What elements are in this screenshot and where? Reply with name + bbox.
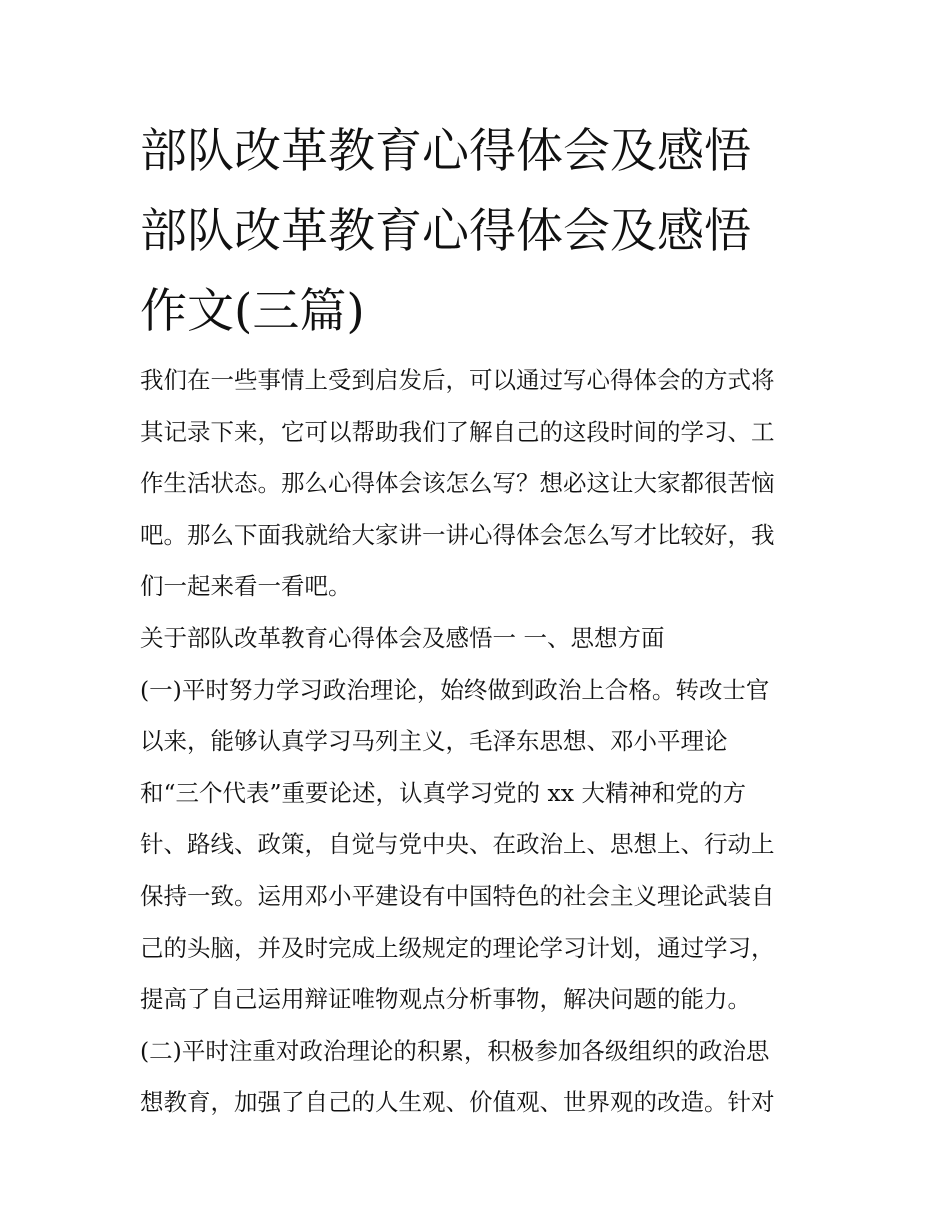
- body-line: (一)平时努力学习政治理论，始终做到政治上合格。转改士官: [140, 675, 770, 704]
- body-line: 吧。那么下面我就给大家讲一讲心得体会怎么写才比较好，我: [140, 520, 775, 549]
- title-line: 部队改革教育心得体会及感悟: [140, 204, 751, 259]
- body-line: 我们在一些事情上受到启发后，可以通过写心得体会的方式将: [140, 366, 775, 394]
- section-heading: 关于部队改革教育心得体会及感悟一 一、思想方面: [140, 623, 665, 652]
- document-title: [140, 112, 840, 352]
- body-line: (二)平时注重对政治理论的积累，积极参加各级组织的政治思: [140, 1036, 770, 1065]
- body-line: 其记录下来，它可以帮助我们了解自己的这段时间的学习、工: [140, 417, 775, 446]
- body-line: 作生活状态。那么心得体会该怎么写？想必这让大家都很苦恼: [140, 469, 775, 498]
- body-line: 和“三个代表”重要论述，认真学习党的 xx 大精神和党的方: [140, 778, 746, 807]
- body-line: 以来，能够认真学习马列主义，毛泽东思想、邓小平理论: [140, 727, 728, 756]
- document-body: [140, 355, 820, 1129]
- body-line: 保持一致。运用邓小平建设有中国特色的社会主义理论武装自: [140, 881, 775, 910]
- title-line: 部队改革教育心得体会及感悟: [140, 124, 751, 179]
- body-line: 们一起来看一看吧。: [140, 572, 352, 601]
- title-line: 作文(三篇): [140, 284, 365, 339]
- body-line: 想教育，加强了自己的人生观、价值观、世界观的改造。针对: [140, 1088, 775, 1117]
- body-line: 针、路线、政策，自觉与党中央、在政治上、思想上、行动上: [140, 830, 775, 859]
- body-line: 提高了自己运用辩证唯物观点分析事物，解决问题的能力。: [140, 985, 751, 1014]
- body-line: 己的头脑，并及时完成上级规定的理论学习计划，通过学习，: [140, 933, 775, 962]
